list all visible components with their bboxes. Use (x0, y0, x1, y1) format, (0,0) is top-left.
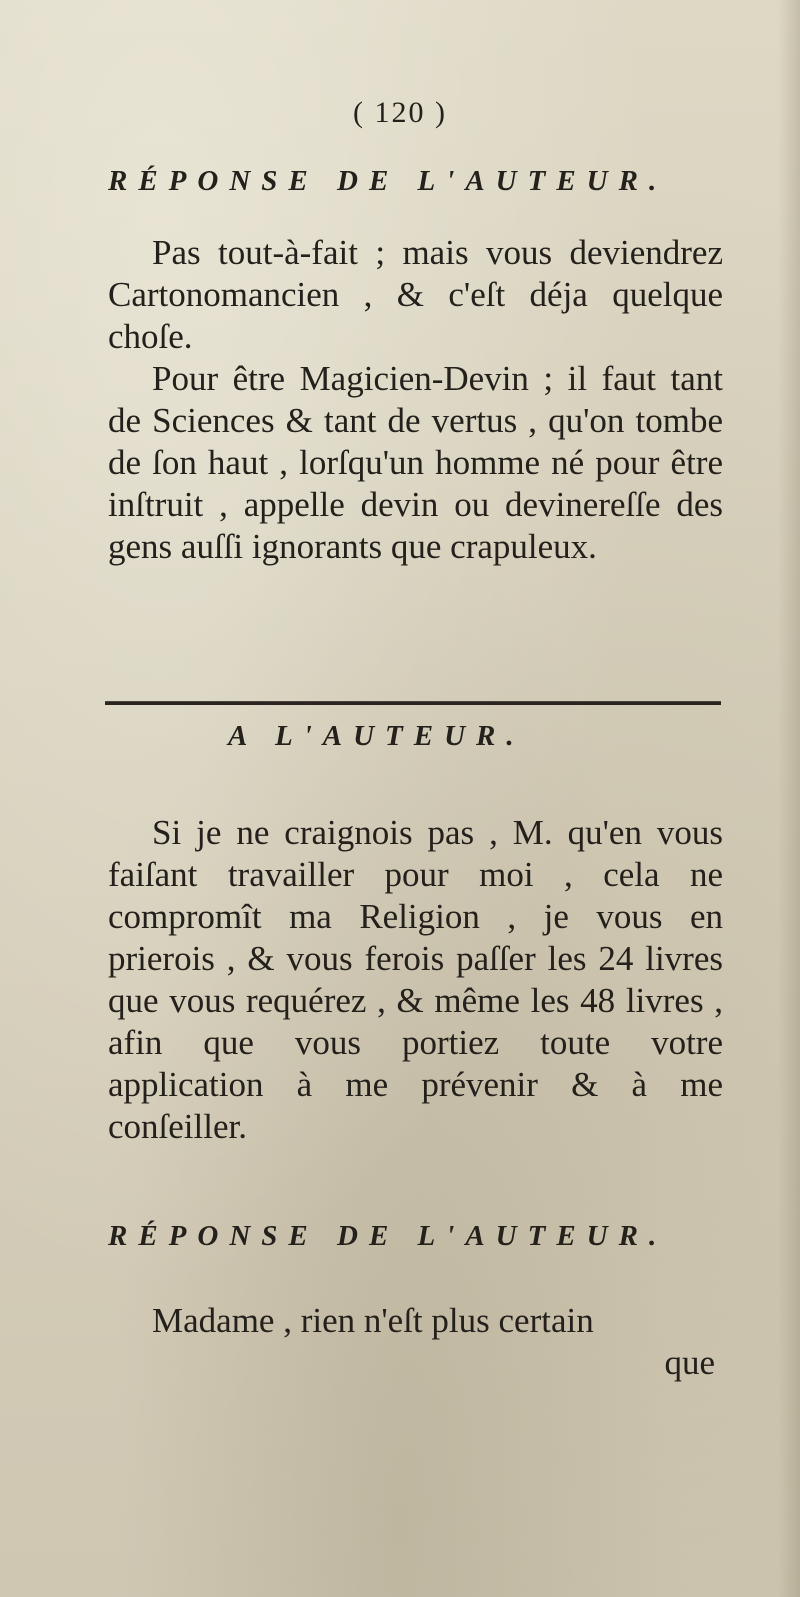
section-divider-rule (105, 701, 721, 705)
section-1-body (108, 232, 723, 568)
section-heading-3: RÉPONSE DE L'AUTEUR. (108, 1220, 668, 1252)
page-number: ( 120 ) (353, 96, 447, 129)
paragraph: Pas tout-à-fait ; mais vous deviendrez Cartonomancien , & c'eſt déja quelque choſe. (108, 233, 723, 356)
catchword-line (108, 1342, 723, 1384)
paragraph: Pour être Magicien-Devin ; il faut tant de Sciences & tant de vertus , qu'on tombe de ſon haut , lorſqu'un homme né pour être inſtruit , appelle devin ou devinereſſe des gens auſſi ignorants que crapuleux. (108, 359, 723, 566)
page-edge-shadow (778, 0, 800, 1597)
paragraph: Madame , rien n'eſt plus certain (152, 1301, 594, 1340)
paragraph: Si je ne craignois pas , M. qu'en vous faiſant travailler pour moi , cela ne compromît ma Religion , je vous en prierois , & vous ferois paſſer les 24 livres que vous requérez , & même les 48 livres , afin que vous portiez toute votre application à me prévenir & à me conſeiller. (108, 813, 723, 1146)
section-heading-2: A L'AUTEUR. (228, 720, 525, 752)
section-2-body (108, 812, 723, 1148)
catchword: que (664, 1343, 715, 1382)
section-3-body (108, 1300, 723, 1342)
section-heading-1: RÉPONSE DE L'AUTEUR. (108, 165, 668, 197)
